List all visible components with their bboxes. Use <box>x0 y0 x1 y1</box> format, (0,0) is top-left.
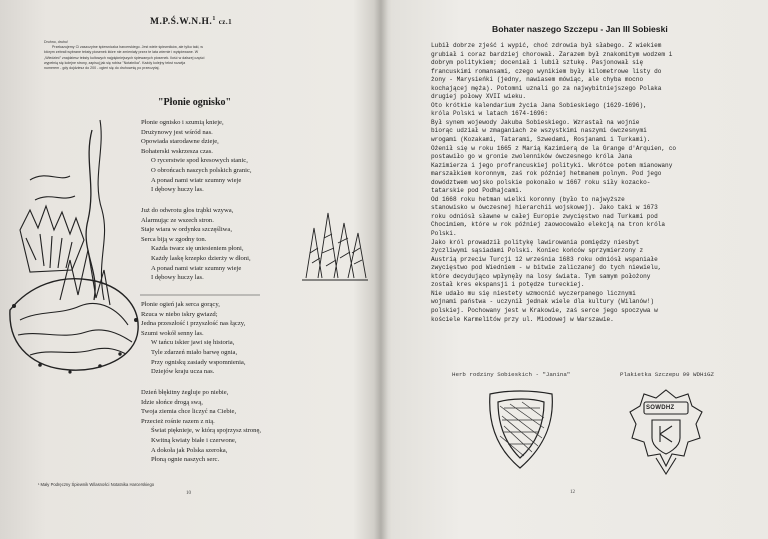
coat-of-arms-caption: Herb rodziny Sobieskich - "Janina" <box>452 371 571 378</box>
body-line: francuskimi romansami, czego wynikiem były kilometrowe listy do <box>431 67 662 75</box>
body-line: Kazimierza i jego profrancuskiej polityki. Wkrótce potem mianowany <box>431 161 673 169</box>
verse-line: A ponad nami wiatr szumny wieje <box>151 176 242 184</box>
intro-line: wypełnią się kolejne strony, zapisuj jak się robisz "Notatnika". Każdy kolejny tekst rozwija <box>44 60 186 65</box>
body-line: został kres ekspansji i potędze tureckiej. <box>431 281 585 289</box>
body-line: Chocimiem, które w rok później zaowocowało elekcją na tron króla <box>431 221 666 229</box>
verse-line: Przy ogniskų zasiady wspomnienia, <box>151 358 246 366</box>
intro-line: Przekazujemy Ci zaszczytne śpiewniczka harcerskiego. Jest wiele śpiewników, ale tylko taki, w <box>52 45 203 50</box>
article-body <box>431 42 676 324</box>
verse-line: Jedna przeszłość i przyszłość nas łączy, <box>141 320 246 328</box>
right-page-number: 12 <box>570 490 575 495</box>
campfire-illustration <box>0 110 150 400</box>
verse-line: O rycerstwie spod kresowych stanic, <box>151 157 248 165</box>
body-line: marszałkiem koronnym, zaś rok później hetmanem polnym. Pod jego <box>431 170 662 178</box>
body-line: Był synem wojewody Jakuba Sobieskiego. Wzrastał na wojnie <box>431 118 640 126</box>
poem-stanza-1 <box>141 118 252 195</box>
forest-illustration <box>300 198 370 288</box>
header-suffix: cz.1 <box>218 18 233 27</box>
intro-line: którym zebrali wybrane teksty piosenek które nie zmieniały przez te lata wiernie i wyśpiewane. W <box>44 50 199 55</box>
verse-line: Świat pięknieje, w którą spojrzysz stronę, <box>151 427 262 435</box>
body-line: wrogami (Kozakami, Tatarami, Szwedami, Rosjanami i Turkami). <box>431 136 651 144</box>
body-line: życzliwymi sąsiadami Polski. Koniec końców sprzymierzony z <box>431 247 644 255</box>
verse-line: Rzuca w niebo iskry gwiazd; <box>141 310 218 318</box>
verse-line: Płonie ogień jak serca gorący, <box>141 301 220 308</box>
body-line: Od 1668 roku hetman wielki koronny (było to najwyższe <box>431 195 625 203</box>
intro-line: numerem - gdy dojdziesz do 200 - ogień się do druhownię po przeczytaj. <box>44 66 160 71</box>
verse-line: O obrońcach naszych polskich granic, <box>151 166 252 174</box>
intro-line: „Wiedzieć” znajdziesz teksty kultowych najpiękniejszych śpiewanych piosenek. Ilość w dalszej części <box>44 55 205 60</box>
verse-line: Już do odwrotu głos trąbki wzywa, <box>141 207 234 214</box>
verse-line: Drużynowy jest wśród nas. <box>141 128 213 136</box>
body-line: Polski. <box>431 230 457 238</box>
emblem-label: SOWDHZ <box>646 405 675 411</box>
body-line: grubiał i coraz bardziej chorował. Zarazem był znakomitym wodzem i <box>431 50 673 58</box>
verse-line: A dokoła jak Polska szeroka, <box>151 446 228 454</box>
body-line: postawiło go w gronie zwolenników ówczesnego króla Jana <box>431 153 633 161</box>
scout-unit-emblem <box>626 386 706 478</box>
poem-stanza-3 <box>141 300 246 377</box>
verse-line: Płonie ognisko i szumią knieje, <box>141 119 224 126</box>
intro-line: Druhno, druhu! <box>44 40 68 44</box>
header-text: M.P.Ś.W.N.H. <box>150 17 213 28</box>
page-fold <box>374 0 388 539</box>
verse-line: Tyle zdarzeń miało barwę ognia, <box>151 348 238 356</box>
verse-line: Bohaterski wskrzesza czas. <box>141 147 213 155</box>
body-line: roku odniósł sławne w całej Europie zwycięstwo nad Turkami pod <box>431 212 658 220</box>
poem-stanza-2 <box>141 206 251 283</box>
poem-stanza-4 <box>141 388 261 465</box>
verse-line: Przecież rośnie razem z nią. <box>141 417 215 425</box>
verse-line: I dębowy huczy las. <box>151 274 204 282</box>
left-page-header <box>150 16 232 27</box>
article-title: Bohater naszego Szczepu - Jan III Sobieski <box>492 24 668 34</box>
body-line: Ożenił się w roku 1665 z Marią Kazimierą de la Grange d'Arquien, co <box>431 144 677 152</box>
body-line: wojnami państwa - uczynił jednak wiele dla kultury (Wilanów!) <box>431 298 655 306</box>
body-line: Austrią przeciw Turcji 12 września 1683 roku odniósł wspaniałe <box>431 255 658 263</box>
verse-line: A ponad nami wiatr szumny wieje <box>151 264 242 272</box>
header-footnote-mark: 1 <box>212 16 216 22</box>
body-line: Nie udało mu się niestety wzmocnić wyczerpanego licznymi <box>431 289 636 297</box>
verse-line: Dzień błękitny żegluje po niebie, <box>141 389 229 396</box>
verse-line: Dziejów kraju ucza nas. <box>151 368 215 376</box>
body-line: kościele Karmelitów przy ul. Miodowej w Warszawie. <box>431 315 614 323</box>
body-line: żony - Marysieńki (jedny, nawiasem mówiąc, ale chyba mocno <box>431 76 644 84</box>
body-line: Lubił dobrze zjeść i wypić, choć zdrowia był słabego. Z wiekiem <box>431 42 662 49</box>
body-line: polskiej. Pochowany jest w Krakowie, zaś serce jego spoczywa w <box>431 306 658 314</box>
body-line: dobrym politykiem; doceniał i lubił sztukę. Pasjonował się <box>431 59 644 67</box>
body-line: króla Polski w latach 1674-1696: <box>431 110 549 118</box>
left-page-number: 10 <box>186 491 191 496</box>
sobieski-coat-of-arms <box>484 388 558 472</box>
verse-line: Twoja ziemia chce liczyć na Ciebie, <box>141 408 237 416</box>
verse-line: Alarmując ze wszech stron. <box>141 216 214 224</box>
stanza-divider <box>140 294 260 296</box>
verse-line: Płoną ognie naszych serc. <box>151 456 220 464</box>
verse-line: W tańcu iskier jawi się historia, <box>151 339 235 347</box>
verse-line: Staje wiara w ordynku szczęśliwa, <box>141 226 232 234</box>
body-line: stanowisko w ówczesnej hierarchii wojskowej). Jako taki w 1673 <box>431 204 658 212</box>
verse-line: Każda twarz się uniesieniem płoni, <box>151 245 244 253</box>
body-line: kochającej męża). Potomni uznali go za najwybitniejszego Polaka <box>431 84 662 92</box>
body-line: drugiej połowy XVII wieku. <box>431 93 527 101</box>
intro-paragraph <box>44 40 344 71</box>
body-line: Jako król prowadził politykę lawirowania pomiędzy niesbyt <box>431 238 640 246</box>
verse-line: I dębowy huczy las. <box>151 186 204 194</box>
body-line: tatarskie pod Podhajcami. <box>431 187 523 195</box>
footnote: ¹ Mały Podręczny Śpiewnik Wilasności Notatnika Harcerskiego <box>38 482 155 487</box>
body-line: Oto krótkie kalendarium życia Jana Sobieskiego (1629-1696), <box>431 101 647 109</box>
body-line: biorąc udział w zmaganiach ze wszystkimi naszymi ówczesnymi <box>431 127 647 135</box>
verse-line: Opowiada starodawne dzieje, <box>141 138 219 146</box>
verse-line: Idzie słońce drogą swą, <box>141 398 203 406</box>
verse-line: Każdy laskę krzepko dzierży w dłoni, <box>151 254 251 262</box>
body-line: dowództwem wojsko polskie pokonało w 1667 roku siły kozacko- <box>431 178 651 186</box>
verse-line: Serca biją w zgodny ton. <box>141 235 207 243</box>
verse-line: Kwitną kwiaty białe i czerwone, <box>151 436 237 444</box>
verse-line: Szumi wokół senny las. <box>141 329 204 337</box>
body-line: które decydująco wpłynęły na losy świata. Tym samym położony <box>431 272 651 280</box>
poem-title: "Płonie ognisko" <box>158 97 232 108</box>
body-line: zwycięstwo pod Wiedniem - w bitwie zaliczanej do tych niewielu, <box>431 264 662 272</box>
emblem-caption: Plakietka Szczepu 99 WDHiGZ <box>620 371 714 378</box>
